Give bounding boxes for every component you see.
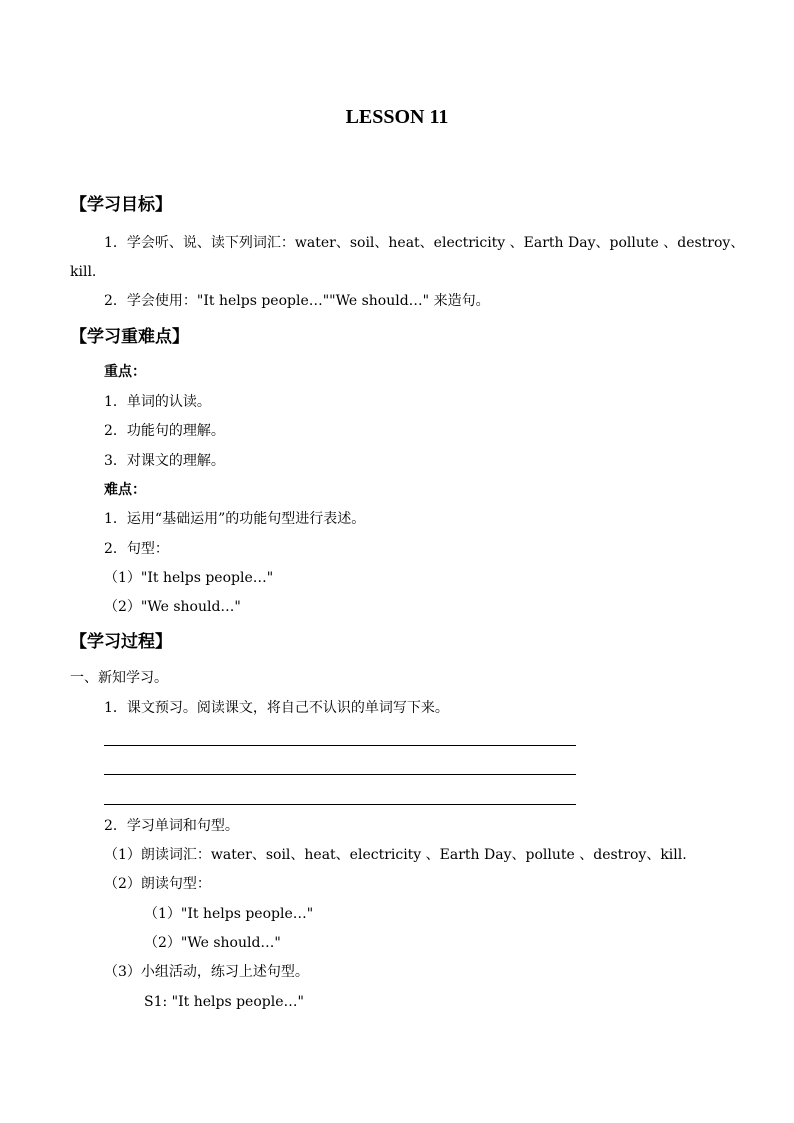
difficulty-item-1: 1．运用“基础运用”的功能句型进行表述。: [104, 511, 366, 527]
answer-blank-line: [104, 745, 576, 746]
focus-item-3: 3．对课文的理解。: [104, 453, 225, 469]
process-sub-3: （3）小组活动，练习上述句型。: [104, 964, 309, 980]
focus-item-2: 2．功能句的理解。: [104, 423, 225, 439]
objective-item-1-cont: kill.: [70, 264, 97, 280]
answer-blank-line: [104, 774, 576, 775]
difficulty-label: 难点：: [104, 482, 146, 498]
objectives-heading: 【学习目标】: [70, 195, 172, 215]
process-sub-2-item-2: （2）"We should…": [144, 935, 281, 951]
process-step-1: 1．课文预习。阅读课文，将自己不认识的单词写下来。: [104, 700, 449, 716]
answer-blank-line: [104, 804, 576, 805]
difficulty-item-3: （1）"It helps people…": [104, 570, 274, 586]
keypoints-heading: 【学习重难点】: [70, 327, 189, 347]
focus-label: 重点：: [104, 364, 146, 380]
difficulty-item-4: （2）"We should…": [104, 599, 241, 615]
objective-item-2: 2．学会使用："It helps people…""We should…" 来造句。: [104, 293, 490, 309]
process-sub-1: （1）朗读词汇：water、soil、heat、electricity 、Earth Day、pollute 、destroy、kill.: [104, 847, 687, 863]
process-sub-2: （2）朗读句型：: [104, 876, 211, 892]
difficulty-item-2: 2．句型：: [104, 541, 169, 557]
focus-item-1: 1．单词的认读。: [104, 394, 211, 410]
objective-item-1: 1．学会听、说、读下列词汇：water、soil、heat、electricity 、Earth Day、pollute 、destroy、: [104, 235, 745, 251]
page-title: LESSON 11: [345, 106, 449, 128]
process-sub-2-item-1: （1）"It helps people…": [144, 906, 314, 922]
dialogue-s1: S1: "It helps people…": [144, 994, 304, 1010]
process-heading: 【学习过程】: [70, 632, 172, 652]
process-step-2: 2．学习单词和句型。: [104, 818, 239, 834]
process-part-1: 一、新知学习。: [70, 670, 168, 686]
